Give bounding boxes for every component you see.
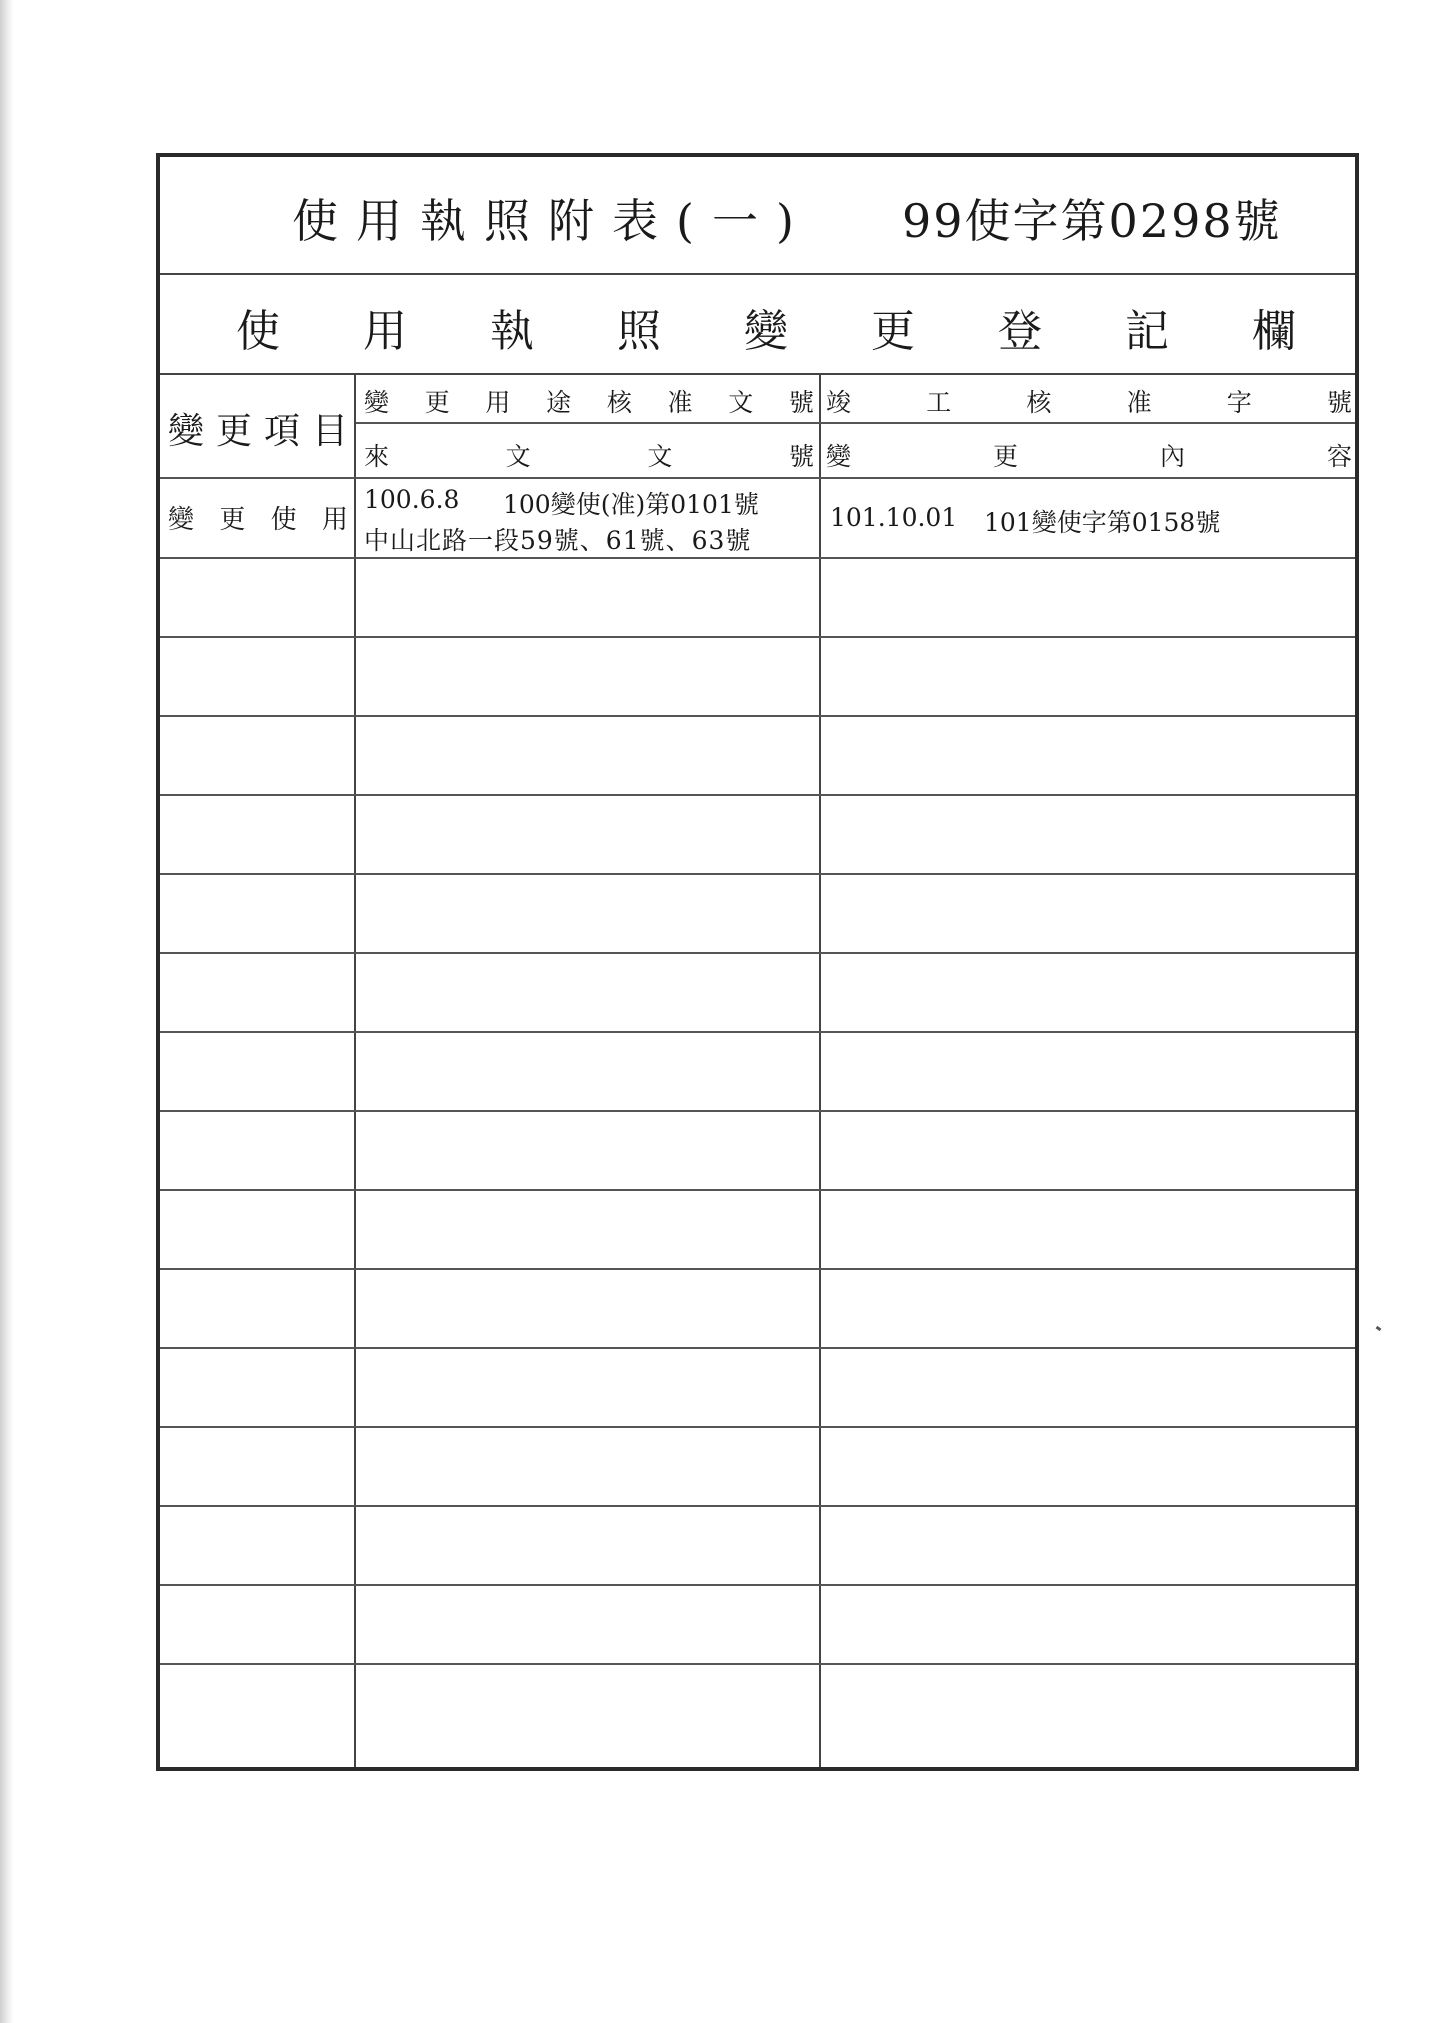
change-content-header-char: 容 xyxy=(1326,442,1352,471)
row-line xyxy=(160,1347,1355,1349)
incoming-doc-header xyxy=(364,437,814,473)
section-title-char: 用 xyxy=(363,306,407,357)
section-title-char: 執 xyxy=(490,306,534,357)
row-line xyxy=(160,1663,1355,1665)
section-title-char: 記 xyxy=(1125,306,1169,357)
completion-number-header-char: 號 xyxy=(1326,388,1352,417)
incoming-doc-header-char: 號 xyxy=(788,442,814,471)
row-change-item-char: 用 xyxy=(321,505,348,535)
completion-number-header-char: 竣 xyxy=(826,388,852,417)
approval-date: 100.6.8 xyxy=(364,485,460,514)
incoming-doc-header-char: 文 xyxy=(647,442,673,471)
approval-doc-header-char: 用 xyxy=(485,388,511,417)
row-line xyxy=(160,1505,1355,1507)
scan-edge-shadow xyxy=(0,0,14,2023)
section-title-char: 照 xyxy=(617,306,661,357)
change-content-header-char: 更 xyxy=(992,442,1018,471)
change-item-header-char: 變 xyxy=(168,411,205,452)
row-line xyxy=(160,1426,1355,1428)
completion-number-header-char: 准 xyxy=(1126,388,1152,417)
row-line xyxy=(160,636,1355,638)
approval-doc-number: 100變使(准)第0101號 xyxy=(503,490,759,519)
row-line xyxy=(160,1584,1355,1586)
license-form xyxy=(156,153,1359,1771)
column-divider-1 xyxy=(354,373,356,1767)
row-line xyxy=(160,1110,1355,1112)
row-line xyxy=(160,952,1355,954)
row-change-item-char: 更 xyxy=(219,505,246,535)
section-title xyxy=(236,295,1296,359)
approval-doc-header-char: 文 xyxy=(728,388,754,417)
header-split-line xyxy=(356,422,1355,424)
approval-doc-header-char: 核 xyxy=(606,388,632,417)
change-content-header xyxy=(826,437,1352,473)
approval-doc-header xyxy=(364,383,814,419)
row-line xyxy=(160,1189,1355,1191)
section-title-char: 變 xyxy=(744,306,788,357)
row-change-item-char: 變 xyxy=(168,505,195,535)
approval-doc-header-char: 變 xyxy=(364,388,390,417)
row-line xyxy=(160,1268,1355,1270)
completion-date: 101.10.01 xyxy=(830,503,958,532)
section-title-row xyxy=(160,273,1355,375)
registration-table xyxy=(160,373,1355,1767)
row-line xyxy=(160,557,1355,559)
change-item-header-char: 目 xyxy=(311,411,348,452)
completion-number-header-char: 字 xyxy=(1226,388,1252,417)
change-content-header-char: 內 xyxy=(1159,442,1185,471)
row-line xyxy=(160,794,1355,796)
completion-number-header xyxy=(826,383,1352,419)
change-item-header xyxy=(168,403,348,454)
change-item-header-char: 項 xyxy=(263,411,300,452)
header-bottom-line xyxy=(160,477,1355,479)
section-title-char: 登 xyxy=(998,306,1042,357)
completion-number: 101變使字第0158號 xyxy=(984,508,1221,537)
incoming-doc-header-char: 文 xyxy=(505,442,531,471)
row-change-item xyxy=(168,499,348,536)
section-title-char: 使 xyxy=(236,306,280,357)
row-line xyxy=(160,1031,1355,1033)
row-line xyxy=(160,873,1355,875)
approval-doc-header-char: 號 xyxy=(788,388,814,417)
approval-doc-header-char: 更 xyxy=(424,388,450,417)
approval-doc-header-char: 准 xyxy=(667,388,693,417)
scan-speck xyxy=(1376,1326,1382,1331)
section-title-char: 更 xyxy=(871,306,915,357)
completion-number-header-char: 核 xyxy=(1026,388,1052,417)
row-line xyxy=(160,715,1355,717)
completion-number-header-char: 工 xyxy=(926,388,952,417)
license-number: 99使字第0298號 xyxy=(902,194,1282,248)
incoming-doc-header-char: 來 xyxy=(364,442,390,471)
change-item-header-char: 更 xyxy=(215,411,252,452)
approval-doc-header-char: 途 xyxy=(546,388,572,417)
form-title-row xyxy=(160,157,1355,275)
address: 中山北路一段59號、61號、63號 xyxy=(364,526,752,555)
form-title: 使用執照附表(一) xyxy=(292,194,812,248)
row-change-item-char: 使 xyxy=(270,505,297,535)
section-title-char: 欄 xyxy=(1252,306,1296,357)
change-content-header-char: 變 xyxy=(826,442,852,471)
column-divider-2 xyxy=(819,373,821,1767)
